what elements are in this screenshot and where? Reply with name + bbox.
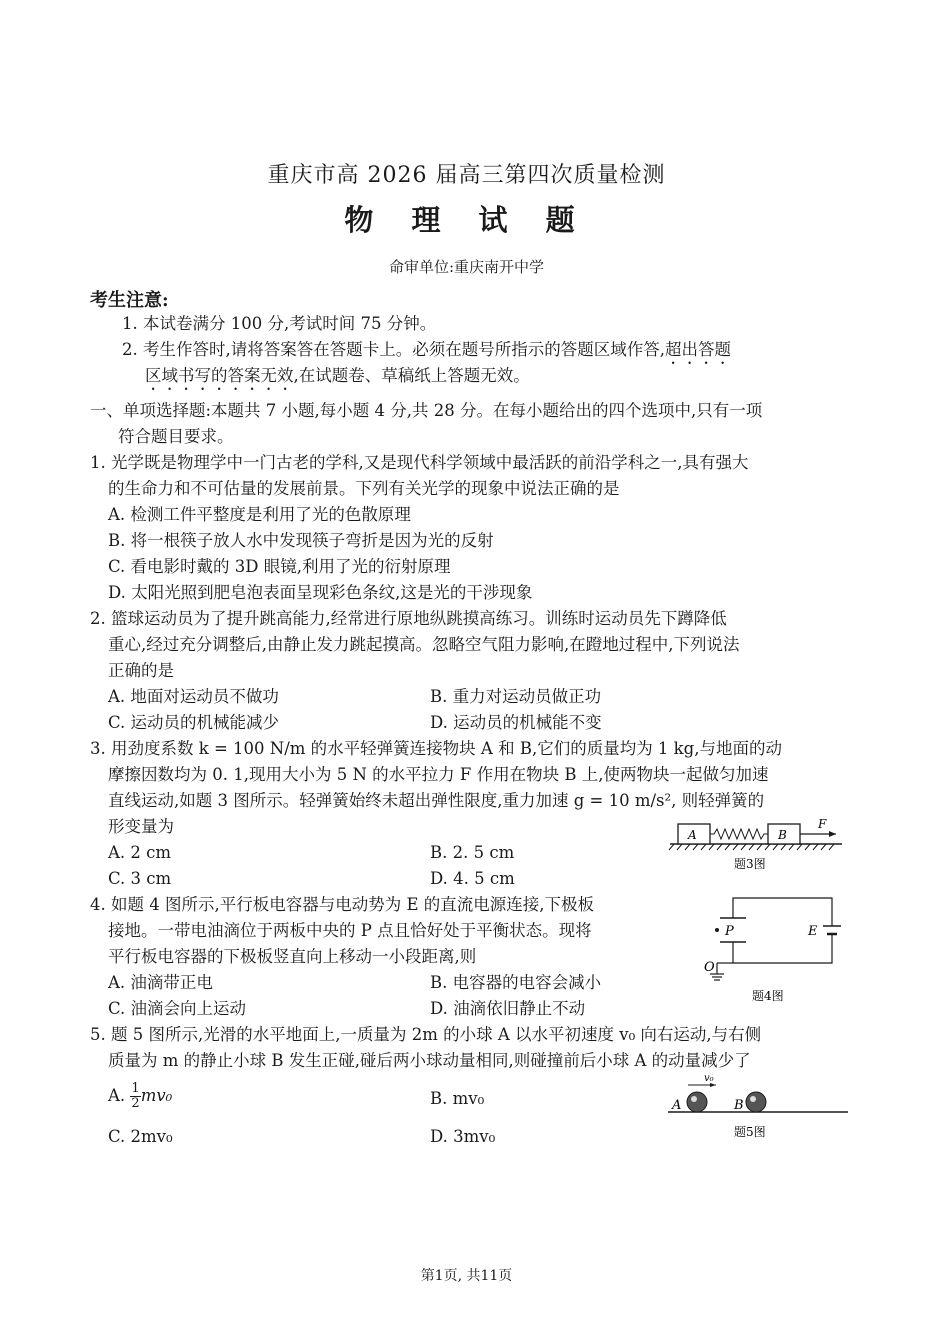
notice-item-2-text: 2. 考生作答时,请将答案答在答题卡上。必须在题号所指示的答题区域作答,: [122, 340, 665, 359]
fraction-denominator: 2: [131, 1096, 140, 1111]
q3-option-d: D. 4. 5 cm: [430, 869, 515, 888]
notice-item-2-line1: [122, 339, 731, 368]
fraction-numerator: 1: [131, 1081, 140, 1096]
q3-stem-line3: 直线运动,如题 3 图所示。轻弹簧始终未超出弹性限度,重力加速 g = 10 m/s², 则轻弹簧的: [108, 791, 765, 810]
q4-figure: [700, 890, 855, 1008]
q4-stem-line3: 平行板电容器的下极板竖直向上移动一小段距离,则: [108, 947, 477, 966]
notice-item-2-tail: ,在试题卷、草稿纸上答题无效。: [293, 366, 530, 385]
q3-stem-line4: 形变量为: [108, 817, 174, 836]
q3-figure: [666, 812, 846, 874]
q4-option-c: C. 油滴会向上运动: [108, 999, 247, 1018]
ball-b-label: B: [734, 1098, 744, 1113]
q3-option-c: C. 3 cm: [108, 869, 172, 888]
q1-stem-line1: 1. 光学既是物理学中一门古老的学科,又是现代科学领域中最活跃的前沿学科之一,具有强大: [90, 453, 749, 472]
q4-option-a: A. 油滴带正电: [108, 973, 213, 992]
q5-option-c: C. 2mv₀: [108, 1127, 173, 1146]
q2-option-a: A. 地面对运动员不做功: [108, 687, 279, 706]
q2-option-b: B. 重力对运动员做正功: [430, 687, 602, 706]
block-a-label: A: [688, 828, 697, 842]
q2-stem-line1: 2. 篮球运动员为了提升跳高能力,经常进行原地纵跳摸高练习。训练时运动员先下蹲降低: [90, 609, 727, 628]
page-number: 第1页, 共11页: [420, 1268, 513, 1284]
ball-b: [746, 1092, 766, 1112]
notice-item-2-emphasis-2: 区域书写的答案无效: [145, 366, 294, 385]
q1-stem-line2: 的生命力和不可估量的发展前景。下列有关光学的现象中说法正确的是: [108, 479, 620, 498]
q4-figure-caption: 题4图: [752, 989, 784, 1003]
q4-option-d: D. 油滴依旧静止不动: [430, 999, 586, 1018]
velocity-label: v₀: [704, 1073, 714, 1084]
force-label: F: [818, 817, 827, 831]
section-heading-line1: 一、单项选择题:本题共 7 小题,每小题 4 分,共 28 分。在每小题给出的四个选项中,只有一项: [90, 401, 763, 420]
q3-stem-line2: 摩擦因数均为 0. 1,现用大小为 5 N 的水平拉力 F 作用在物块 B 上,使两物块一起做匀加速: [108, 765, 769, 784]
section-heading-line2: 符合题目要求。: [118, 427, 234, 446]
q4-stem-line1: 4. 如题 4 图所示,平行板电容器与电动势为 E 的直流电源连接,下极板: [90, 895, 594, 914]
q1-option-d: D. 太阳光照到肥皂泡表面呈现彩色条纹,这是光的干涉现象: [108, 583, 533, 602]
q5-stem-line2: 质量为 m 的静止小球 B 发生正碰,碰后两小球动量相同,则碰撞前后小球 A 的动量减少了: [108, 1051, 751, 1070]
q5-option-a-prefix: A.: [108, 1086, 126, 1105]
subject-title: 物 理 试 题: [344, 203, 589, 237]
q2-stem-line2: 重心,经过充分调整后,由静止发力跳起摸高。忽略空气阻力影响,在蹬地过程中,下列说法: [108, 635, 740, 654]
q5-figure-caption: 题5图: [734, 1125, 766, 1139]
q1-option-b: B. 将一根筷子放人水中发现筷子弯折是因为光的反射: [108, 531, 494, 550]
q3-stem-line1: 3. 用劲度系数 k = 100 N/m 的水平轻弹簧连接物块 A 和 B,它们的质量均为 1 kg,与地面的动: [90, 739, 782, 758]
notice-item-1: 1. 本试卷满分 100 分,考试时间 75 分钟。: [122, 314, 437, 333]
q5-option-a-suffix: mv₀: [140, 1086, 173, 1105]
block-b-label: B: [778, 828, 787, 842]
q5-option-b: B. mv₀: [430, 1089, 485, 1108]
spring: [710, 829, 768, 839]
q2-option-c: C. 运动员的机械能减少: [108, 713, 280, 732]
author-unit: 命审单位:重庆南开中学: [388, 258, 545, 276]
notice-item-2-emphasis: 超出答题: [664, 340, 731, 359]
q4-option-b: B. 电容器的电容会减小: [430, 973, 602, 992]
q1-option-c: C. 看电影时戴的 3D 眼镜,利用了光的衍射原理: [108, 557, 451, 576]
emf-label: E: [808, 924, 818, 939]
q5-figure: [666, 1068, 851, 1146]
ball-a-label: A: [672, 1098, 682, 1113]
q4-stem-line2: 接地。一带电油滴位于两板中央的 P 点且恰好处于平衡状态。现将: [108, 921, 592, 940]
notice-heading: 考生注意:: [90, 290, 169, 311]
oil-drop: [715, 928, 719, 932]
ball-a: [687, 1092, 707, 1112]
q3-option-a: A. 2 cm: [108, 843, 172, 862]
q5-stem-line1: 5. 题 5 图所示,光滑的水平地面上,一质量为 2m 的小球 A 以水平初速度 v₀ 向右运动,与右侧: [90, 1025, 762, 1044]
ground-o-label: O: [704, 960, 715, 975]
exam-title: 重庆市高 2026 届高三第四次质量检测: [267, 163, 666, 188]
notice-item-2-line2: [145, 365, 530, 394]
q2-option-d: D. 运动员的机械能不变: [430, 713, 602, 732]
point-p-label: P: [725, 924, 734, 939]
q5-option-a: [108, 1082, 172, 1111]
q5-option-d: D. 3mv₀: [430, 1127, 496, 1146]
q1-option-a: A. 检测工件平整度是利用了光的色散原理: [108, 505, 411, 524]
q2-stem-line3: 正确的是: [108, 661, 174, 680]
one-half-fraction: [130, 1082, 140, 1111]
q3-option-b: B. 2. 5 cm: [430, 843, 515, 862]
q3-figure-caption: 题3图: [734, 857, 766, 871]
